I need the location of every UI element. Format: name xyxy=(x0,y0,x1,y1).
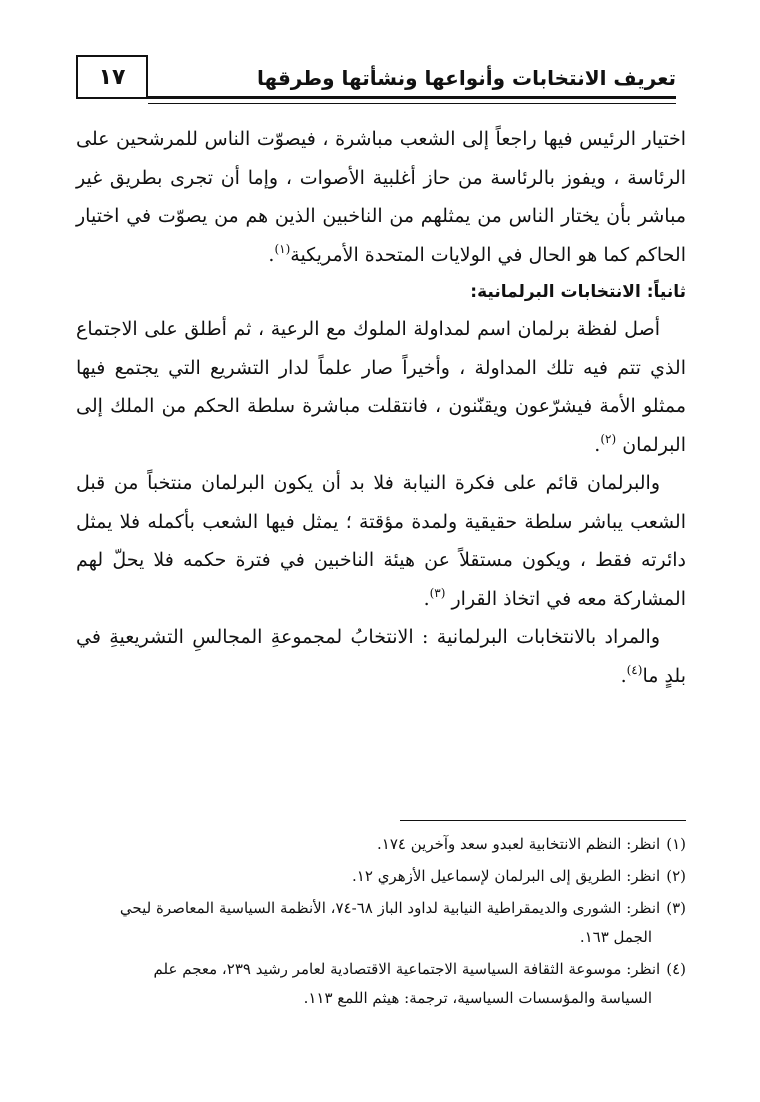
main-text xyxy=(76,120,686,695)
footnote-continuation: السياسة والمؤسسات السياسية، ترجمة: هيثم اللمع ١١٣. xyxy=(303,989,652,1007)
paragraph-4-text: والمراد بالانتخابات البرلمانية : الانتخابُ لمجموعةِ المجالسِ التشريعيةِ في بلدٍ ما xyxy=(76,626,686,687)
footnote-number: (٢) xyxy=(666,867,686,885)
footnote-text: انظر: النظم الانتخابية لعبدو سعد وآخرين ١٧٤. xyxy=(377,835,661,853)
paragraph-1 xyxy=(76,120,686,274)
footnote-text: انظر: الشورى والديمقراطية النيابية لداود الباز ٦٨-٧٤، الأنظمة السياسية المعاصرة ليحي xyxy=(119,899,661,917)
page-header xyxy=(76,55,676,105)
footnote-ref-2: (٢) xyxy=(600,431,617,446)
paragraph-3 xyxy=(76,464,686,618)
header-rule-thin xyxy=(148,103,676,104)
footnote-text: انظر: موسوعة الثقافة السياسية الاجتماعية الاقتصادية لعامر رشيد ٢٣٩، معجم علم xyxy=(153,960,661,978)
footnote-4 xyxy=(76,955,686,1013)
footnote-3 xyxy=(76,894,686,952)
header-rule-thick xyxy=(148,96,676,99)
footnote-ref-3: (٣) xyxy=(429,585,446,600)
footnote-ref-1: (١) xyxy=(274,241,291,256)
footnote-number: (٤) xyxy=(666,960,686,978)
footnote-2 xyxy=(76,862,686,891)
running-title: تعريف الانتخابات وأنواعها ونشأتها وطرقها xyxy=(257,66,676,90)
footnotes xyxy=(76,830,686,1016)
paragraph-2 xyxy=(76,310,686,464)
paragraph-4 xyxy=(76,618,686,695)
page-number: ١٧ xyxy=(98,64,126,90)
footnote-ref-4: (٤) xyxy=(626,662,643,677)
footnote-number: (١) xyxy=(666,835,686,853)
paragraph-4-end: . xyxy=(620,664,627,687)
section-heading: ثانياً: الانتخابات البرلمانية: xyxy=(470,282,686,302)
footnote-continuation: الجمل ١٦٣. xyxy=(579,928,652,946)
paragraph-3-text: والبرلمان قائم على فكرة النيابة فلا بد أن يكون البرلمان منتخباً من قبل الشعب يباشر سلطة حقيقية ولمدة مؤقتة ؛ يمثل فيها الشعب بأكمله فلا يمثل دائرته فقط ، ويكون مستقلاً عن هيئة الناخبين في فترة حكمه فلا يحلّ لهم المشاركة معه في اتخاذ القرار xyxy=(76,472,686,610)
page-number-box xyxy=(76,55,148,99)
footnote-separator xyxy=(400,820,686,821)
footnote-1 xyxy=(76,830,686,859)
footnote-text: انظر: الطريق إلى البرلمان لإسماعيل الأزهري ١٢. xyxy=(352,867,661,885)
paragraph-1-end: . xyxy=(268,243,275,266)
paragraph-2-text: أصل لفظة برلمان اسم لمداولة الملوك مع الرعية ، ثم أطلق على الاجتماع الذي تتم فيه تلك المداولة ، وأخيراً صار علماً لدار التشريع التي يجتمع فيها ممثلو الأمة فيشرّعون ويقنّنون ، فانتقلت مباشرة سلطة الحكم من الملك إلى البرلمان xyxy=(76,318,686,456)
paragraph-3-end: . xyxy=(423,587,430,610)
paragraph-1-text: اختيار الرئيس فيها راجعاً إلى الشعب مباشرة ، فيصوّت الناس للمرشحين على الرئاسة ، ويفوز بالرئاسة من حاز أغلبية الأصوات ، وإما أن تجرى بطريق غير مباشر بأن يختار الناس من يمثلهم من الناخبين الذين هم من يصوّت في اختيار الحاكم كما هو الحال في الولايات المتحدة الأمريكية xyxy=(76,128,686,266)
footnote-number: (٣) xyxy=(666,899,686,917)
paragraph-2-end: . xyxy=(594,433,601,456)
